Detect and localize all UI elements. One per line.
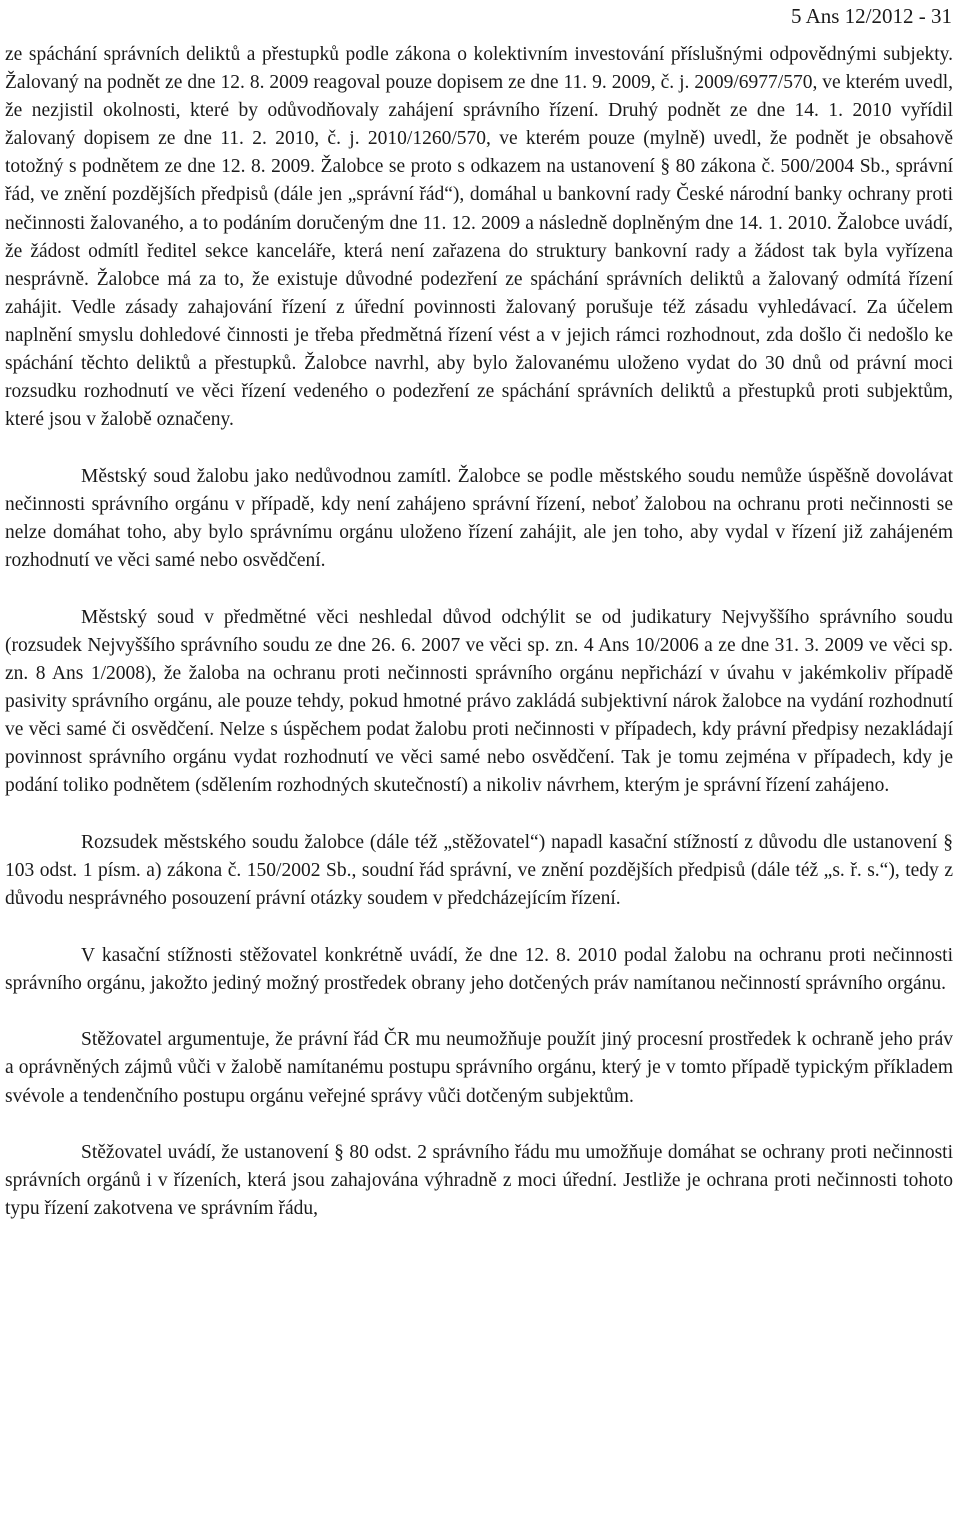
paragraph-2: Městský soud žalobu jako nedůvodnou zamítl. Žalobce se podle městského soudu nemůže úspěšně dovolávat nečinnosti správního orgánu v případě, kdy není zahájeno správní řízení, neboť žalobou na ochranu proti nečinnosti se nelze domáhat toho, aby bylo správnímu orgánu uloženo řízení zahájit, ale jen toho, aby vydal v řízení již zahájeném rozhodnutí ve věci samé nebo osvědčení. xyxy=(5,465,953,572)
paragraph-3: Městský soud v předmětné věci neshledal důvod odchýlit se od judikatury Nejvyššího správního soudu (rozsudek Nejvyššího správního soudu ze dne 26. 6. 2007 ve věci sp. zn. 4 Ans 10/2006 a ze dne 31. 3. 2009 ve věci sp. zn. 8 Ans 1/2008), že žaloba na ochranu proti nečinnosti správního orgánu nepřichází v úvahu v jakémkoliv případě pasivity správního orgánu, ale pouze tehdy, pokud hmotné právo zakládá subjektivní nárok žalobce na vydání rozhodnutí ve věci samé či osvědčení. Nelze s úspěchem podat žalobu proti nečinnosti v případech, kdy právní předpisy nezakládají povinnost správního orgánu vydat rozhodnutí ve věci samé nebo osvědčení. Tak je tomu zejména v případech, kdy je podání toliko podnětem (sdělením rozhodných skutečností) a nikoliv návrhem, kterým je správní řízení zahájeno. xyxy=(5,606,953,797)
paragraph-5: V kasační stížnosti stěžovatel konkrétně uvádí, že dne 12. 8. 2010 podal žalobu na ochranu proti nečinnosti správního orgánu, jakožto jediný možný prostředek obrany jeho dotčených práv namítanou nečinností správního orgánu. xyxy=(5,944,953,994)
paragraph-6: Stěžovatel argumentuje, že právní řád ČR mu neumožňuje použít jiný procesní prostředek k ochraně jeho práv a oprávněných zájmů vůči v žalobě namítanému postupu správního orgánu, který je v tomto případě typickým příkladem svévole a tendenčního postupu orgánu veřejné správy vůči dotčeným subjektům. xyxy=(5,1029,953,1107)
document-body xyxy=(5,41,953,1223)
paragraph-7: Stěžovatel uvádí, že ustanovení § 80 odst. 2 správního řádu mu umožňuje domáhat se ochrany proti nečinnosti správních orgánů i v řízeních, která jsou zahajována výhradně z moci úřední. Jestliže je ochrana proti nečinnosti tohoto typu řízení zakotvena ve správním řádu, xyxy=(5,1142,953,1220)
page-header-case-number: 5 Ans 12/2012 - 31 xyxy=(790,4,952,28)
paragraph-4: Rozsudek městského soudu žalobce (dále též „stěžovatel“) napadl kasační stížností z důvodu dle ustanovení § 103 odst. 1 písm. a) zákona č. 150/2002 Sb., soudní řád správní, ve znění pozdějších předpisů (dále též „s. ř. s.“), tedy z důvodu nesprávného posouzení právní otázky soudem v předcházejícím řízení. xyxy=(5,831,953,910)
paragraph-1: ze spáchání správních deliktů a přestupků podle zákona o kolektivním investování příslušnými odpovědnými subjekty. Žalovaný na podnět ze dne 12. 8. 2009 reagoval pouze dopisem ze dne 11. 9. 2009, č. j. 2009/6977/570, ve kterém uvedl, že nezjistil okolnosti, které by odůvodňovaly zahájení správního řízení. Druhý podnět ze dne 14. 1. 2010 vyřídil žalovaný dopisem ze dne 11. 2. 2010, č. j. 2010/1260/570, ve kterém pouze (mylně) uvedl, že podnět je obsahově totožný s podnětem ze dne 12. 8. 2009. Žalobce se proto s odkazem na ustanovení § 80 zákona č. 500/2004 Sb., správní řád, ve znění pozdějších předpisů (dále jen „správní řád“), domáhal u bankovní rady České národní banky ochrany proti nečinnosti žalovaného, a to podáním doručeným dne 11. 12. 2009 a následně doplněným dne 14. 1. 2010. Žalobce uvádí, že žádost odmítl ředitel sekce kanceláře, která není zařazena do struktury bankovní rady a žádost tak byla vyřízena nesprávně. Žalobce má za to, že existuje důvodné podezření ze spáchání správních deliktů a žalovaný odmítá řízení zahájit. Vedle zásady zahajování řízení z úřední povinnosti žalovaný porušuje též zásadu vyhledávací. Za účelem naplnění smyslu dohledové činnosti je třeba předmětná řízení vést a v jejich rámci rozhodnout, zda došlo či nedošlo ke spáchání těchto deliktů a přestupků. Žalobce navrhl, aby bylo žalovanému uloženo vydat do 30 dnů od právní moci rozsudku rozhodnutí ve věci řízení vedeného o podezření ze spáchání správních deliktů a přestupků proti subjektům, které jsou v žalobě označeny. xyxy=(5,44,953,431)
